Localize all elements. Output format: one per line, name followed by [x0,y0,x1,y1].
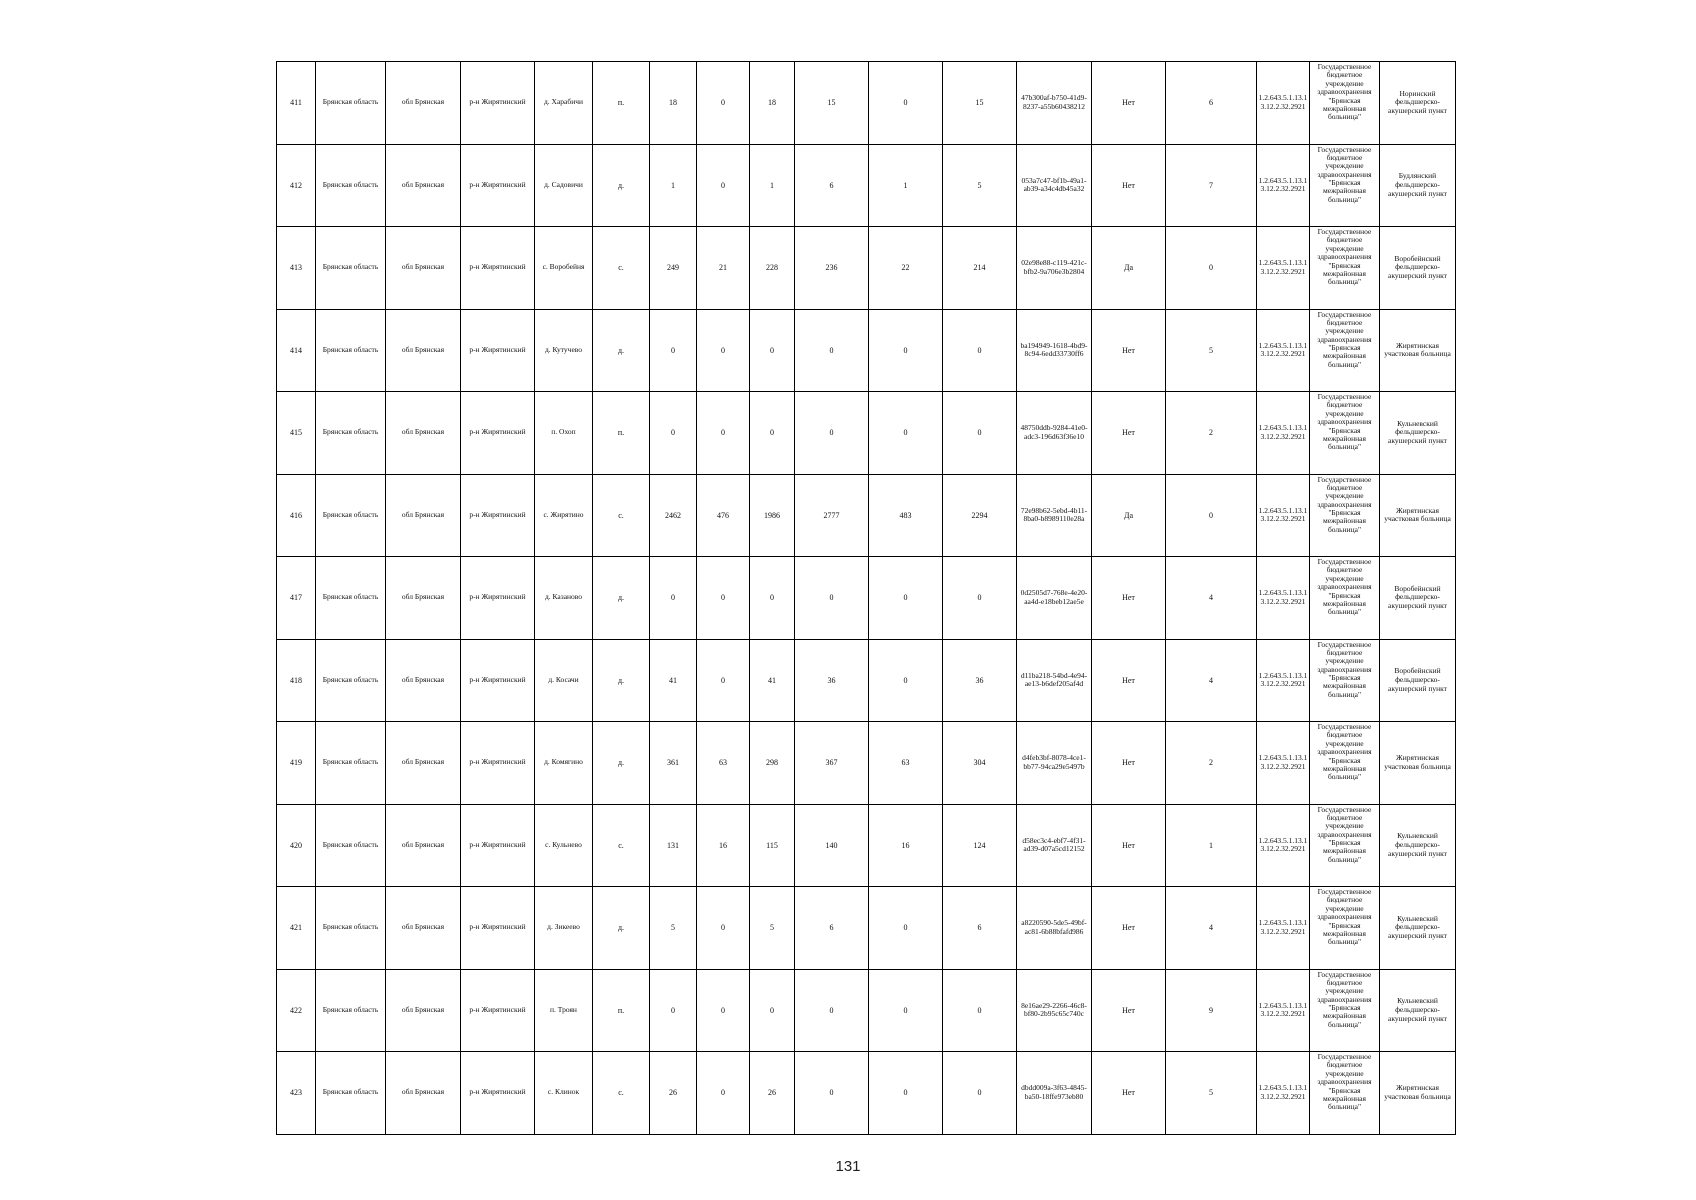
guid-cell: 72e98b62-5ebd-4b11-8ba0-b8989110e28a [1017,474,1092,557]
value-cell-4: 0 [795,1052,869,1135]
settlement-type-cell: с. [593,474,650,557]
row-number: 419 [277,722,316,805]
table-row [277,887,1456,970]
organization-cell: Государственное бюджетное учреждение здравоохранения "Брянская межрайонная больница" [1310,474,1380,557]
settlement-cell: д. Косачи [535,639,593,722]
medical-unit-cell: Кульневский фельдшерско-акушерский пункт [1380,887,1456,970]
region-cell: Брянская область [316,887,386,970]
oid-code-cell: 1.2.643.5.1.13.13.12.2.32.2921 [1257,804,1310,887]
table-row [277,722,1456,805]
region-cell: Брянская область [316,969,386,1052]
row-number: 414 [277,309,316,392]
settlement-type-cell: п. [593,969,650,1052]
settlement-type-cell: д. [593,557,650,640]
organization-cell: Государственное бюджетное учреждение здравоохранения "Брянская межрайонная больница" [1310,804,1380,887]
value-cell-4: 0 [795,969,869,1052]
guid-cell: 8e16ae29-2266-46c8-bf80-2b95c65c740c [1017,969,1092,1052]
guid-cell: dbdd009a-3f63-4845-ba50-18ffe973eb80 [1017,1052,1092,1135]
value-cell-2: 476 [697,474,750,557]
region-cell: Брянская область [316,804,386,887]
settlement-cell: д. Харабичи [535,62,593,145]
value-cell-3: 18 [750,62,795,145]
settlement-cell: с. Жирятино [535,474,593,557]
district-cell: р-н Жирятинский [461,62,535,145]
count-cell: 4 [1166,639,1257,722]
oid-code-cell: 1.2.643.5.1.13.13.12.2.32.2921 [1257,969,1310,1052]
value-cell-2: 0 [697,309,750,392]
value-cell-2: 0 [697,557,750,640]
value-cell-6: 214 [943,227,1017,310]
value-cell-6: 0 [943,1052,1017,1135]
value-cell-2: 0 [697,887,750,970]
district-cell: р-н Жирятинский [461,969,535,1052]
settlement-type-cell: п. [593,392,650,475]
organization-cell: Государственное бюджетное учреждение здравоохранения "Брянская межрайонная больница" [1310,969,1380,1052]
value-cell-1: 249 [650,227,697,310]
oblast-cell: обл Брянская [386,144,461,227]
value-cell-3: 26 [750,1052,795,1135]
value-cell-4: 0 [795,392,869,475]
value-cell-5: 0 [869,392,943,475]
flag-cell: Нет [1092,1052,1166,1135]
value-cell-3: 0 [750,969,795,1052]
table-row [277,144,1456,227]
settlement-type-cell: д. [593,144,650,227]
district-cell: р-н Жирятинский [461,144,535,227]
value-cell-3: 298 [750,722,795,805]
district-cell: р-н Жирятинский [461,392,535,475]
region-cell: Брянская область [316,1052,386,1135]
table-row [277,474,1456,557]
row-number: 417 [277,557,316,640]
value-cell-6: 0 [943,309,1017,392]
region-cell: Брянская область [316,309,386,392]
oblast-cell: обл Брянская [386,392,461,475]
value-cell-6: 0 [943,969,1017,1052]
value-cell-4: 36 [795,639,869,722]
value-cell-5: 483 [869,474,943,557]
guid-cell: ba194949-1618-4bd9-8c94-6edd33730ff6 [1017,309,1092,392]
value-cell-1: 0 [650,557,697,640]
value-cell-4: 6 [795,144,869,227]
value-cell-3: 1986 [750,474,795,557]
guid-cell: 02e98e88-c119-421c-bfb2-9a706e3b2804 [1017,227,1092,310]
value-cell-6: 5 [943,144,1017,227]
organization-cell: Государственное бюджетное учреждение здравоохранения "Брянская межрайонная больница" [1310,887,1380,970]
medical-unit-cell: Будлянский фельдшерско-акушерский пункт [1380,144,1456,227]
value-cell-1: 0 [650,969,697,1052]
district-cell: р-н Жирятинский [461,557,535,640]
guid-cell: a8220590-5de5-49bf-ac81-6b88bfafd986 [1017,887,1092,970]
flag-cell: Нет [1092,722,1166,805]
medical-unit-cell: Кульневский фельдшерско-акушерский пункт [1380,969,1456,1052]
value-cell-3: 115 [750,804,795,887]
value-cell-6: 304 [943,722,1017,805]
organization-cell: Государственное бюджетное учреждение здравоохранения "Брянская межрайонная больница" [1310,639,1380,722]
table-body [277,62,1456,1135]
value-cell-1: 131 [650,804,697,887]
guid-cell: 48750ddb-9284-41e0-adc3-196d63f36e10 [1017,392,1092,475]
count-cell: 2 [1166,392,1257,475]
medical-unit-cell: Жирятинская участковая больница [1380,1052,1456,1135]
value-cell-5: 22 [869,227,943,310]
row-number: 420 [277,804,316,887]
count-cell: 5 [1166,309,1257,392]
table-row [277,557,1456,640]
settlement-cell: д. Казаново [535,557,593,640]
organization-cell: Государственное бюджетное учреждение здравоохранения "Брянская межрайонная больница" [1310,392,1380,475]
value-cell-1: 18 [650,62,697,145]
region-cell: Брянская область [316,639,386,722]
count-cell: 2 [1166,722,1257,805]
oid-code-cell: 1.2.643.5.1.13.13.12.2.32.2921 [1257,887,1310,970]
oblast-cell: обл Брянская [386,969,461,1052]
value-cell-1: 0 [650,309,697,392]
value-cell-2: 0 [697,144,750,227]
value-cell-4: 2777 [795,474,869,557]
settlement-cell: д. Комягино [535,722,593,805]
district-cell: р-н Жирятинский [461,887,535,970]
value-cell-2: 16 [697,804,750,887]
flag-cell: Нет [1092,804,1166,887]
value-cell-2: 21 [697,227,750,310]
settlement-cell: д. Кутучево [535,309,593,392]
medical-unit-cell: Кульневский фельдшерско-акушерский пункт [1380,392,1456,475]
count-cell: 4 [1166,887,1257,970]
flag-cell: Нет [1092,887,1166,970]
table-row [277,969,1456,1052]
oblast-cell: обл Брянская [386,309,461,392]
value-cell-4: 140 [795,804,869,887]
settlement-cell: п. Троян [535,969,593,1052]
oid-code-cell: 1.2.643.5.1.13.13.12.2.32.2921 [1257,392,1310,475]
value-cell-5: 0 [869,969,943,1052]
value-cell-3: 228 [750,227,795,310]
flag-cell: Да [1092,474,1166,557]
organization-cell: Государственное бюджетное учреждение здравоохранения "Брянская межрайонная больница" [1310,309,1380,392]
medical-unit-cell: Норинский фельдшерско-акушерский пункт [1380,62,1456,145]
settlement-cell: п. Охоп [535,392,593,475]
oid-code-cell: 1.2.643.5.1.13.13.12.2.32.2921 [1257,62,1310,145]
oid-code-cell: 1.2.643.5.1.13.13.12.2.32.2921 [1257,1052,1310,1135]
medical-unit-cell: Жирятинская участковая больница [1380,722,1456,805]
count-cell: 9 [1166,969,1257,1052]
table-row [277,392,1456,475]
table-row [277,639,1456,722]
row-number: 423 [277,1052,316,1135]
settlement-cell: с. Клинок [535,1052,593,1135]
oblast-cell: обл Брянская [386,474,461,557]
value-cell-5: 0 [869,887,943,970]
value-cell-5: 63 [869,722,943,805]
table-row [277,62,1456,145]
guid-cell: d11ba218-54bd-4e94-ae13-b6def205af4d [1017,639,1092,722]
region-cell: Брянская область [316,722,386,805]
value-cell-1: 361 [650,722,697,805]
oblast-cell: обл Брянская [386,557,461,640]
count-cell: 4 [1166,557,1257,640]
district-cell: р-н Жирятинский [461,804,535,887]
count-cell: 1 [1166,804,1257,887]
oblast-cell: обл Брянская [386,62,461,145]
oid-code-cell: 1.2.643.5.1.13.13.12.2.32.2921 [1257,639,1310,722]
region-cell: Брянская область [316,144,386,227]
oblast-cell: обл Брянская [386,639,461,722]
page-number: 131 [835,1158,861,1175]
district-cell: р-н Жирятинский [461,1052,535,1135]
district-cell: р-н Жирятинский [461,227,535,310]
value-cell-4: 6 [795,887,869,970]
flag-cell: Нет [1092,62,1166,145]
table-row [277,804,1456,887]
settlement-cell: д. Садовичи [535,144,593,227]
value-cell-4: 15 [795,62,869,145]
value-cell-2: 0 [697,639,750,722]
value-cell-3: 1 [750,144,795,227]
value-cell-4: 367 [795,722,869,805]
value-cell-1: 5 [650,887,697,970]
settlement-cell: д. Зикеево [535,887,593,970]
settlement-type-cell: с. [593,804,650,887]
row-number: 421 [277,887,316,970]
oblast-cell: обл Брянская [386,804,461,887]
settlement-cell: с. Кульнево [535,804,593,887]
district-cell: р-н Жирятинский [461,309,535,392]
value-cell-3: 0 [750,557,795,640]
value-cell-1: 41 [650,639,697,722]
organization-cell: Государственное бюджетное учреждение здравоохранения "Брянская межрайонная больница" [1310,62,1380,145]
count-cell: 5 [1166,1052,1257,1135]
organization-cell: Государственное бюджетное учреждение здравоохранения "Брянская межрайонная больница" [1310,557,1380,640]
row-number: 411 [277,62,316,145]
settlement-cell: с. Воробейня [535,227,593,310]
region-cell: Брянская область [316,392,386,475]
value-cell-3: 5 [750,887,795,970]
table-row [277,309,1456,392]
row-number: 415 [277,392,316,475]
oid-code-cell: 1.2.643.5.1.13.13.12.2.32.2921 [1257,722,1310,805]
value-cell-1: 0 [650,392,697,475]
row-number: 413 [277,227,316,310]
medical-unit-cell: Кульневский фельдшерско-акушерский пункт [1380,804,1456,887]
medical-unit-cell: Воробейнский фельдшерско-акушерский пункт [1380,557,1456,640]
value-cell-2: 0 [697,392,750,475]
flag-cell: Нет [1092,392,1166,475]
value-cell-2: 63 [697,722,750,805]
oblast-cell: обл Брянская [386,1052,461,1135]
value-cell-3: 41 [750,639,795,722]
value-cell-5: 0 [869,62,943,145]
guid-cell: d58ec3c4-ebf7-4f31-ad39-d07a5cd12152 [1017,804,1092,887]
oid-code-cell: 1.2.643.5.1.13.13.12.2.32.2921 [1257,557,1310,640]
organization-cell: Государственное бюджетное учреждение здравоохранения "Брянская межрайонная больница" [1310,722,1380,805]
oid-code-cell: 1.2.643.5.1.13.13.12.2.32.2921 [1257,144,1310,227]
district-cell: р-н Жирятинский [461,474,535,557]
oblast-cell: обл Брянская [386,722,461,805]
region-cell: Брянская область [316,62,386,145]
settlement-type-cell: д. [593,639,650,722]
count-cell: 0 [1166,474,1257,557]
value-cell-6: 15 [943,62,1017,145]
settlement-type-cell: п. [593,62,650,145]
row-number: 418 [277,639,316,722]
organization-cell: Государственное бюджетное учреждение здравоохранения "Брянская межрайонная больница" [1310,144,1380,227]
medical-unit-cell: Воробейнский фельдшерско-акушерский пункт [1380,227,1456,310]
organization-cell: Государственное бюджетное учреждение здравоохранения "Брянская межрайонная больница" [1310,227,1380,310]
value-cell-1: 1 [650,144,697,227]
value-cell-4: 236 [795,227,869,310]
flag-cell: Нет [1092,639,1166,722]
value-cell-5: 0 [869,1052,943,1135]
guid-cell: 0d2505d7-768e-4e20-aa4d-e18beb12ae5e [1017,557,1092,640]
count-cell: 0 [1166,227,1257,310]
oblast-cell: обл Брянская [386,227,461,310]
value-cell-1: 26 [650,1052,697,1135]
value-cell-5: 0 [869,557,943,640]
medical-unit-cell: Жирятинская участковая больница [1380,309,1456,392]
oid-code-cell: 1.2.643.5.1.13.13.12.2.32.2921 [1257,309,1310,392]
row-number: 422 [277,969,316,1052]
value-cell-3: 0 [750,392,795,475]
settlement-type-cell: д. [593,309,650,392]
value-cell-6: 2294 [943,474,1017,557]
region-cell: Брянская область [316,474,386,557]
value-cell-5: 0 [869,309,943,392]
value-cell-4: 0 [795,557,869,640]
settlement-type-cell: с. [593,1052,650,1135]
medical-unit-cell: Жирятинская участковая больница [1380,474,1456,557]
flag-cell: Да [1092,227,1166,310]
row-number: 416 [277,474,316,557]
value-cell-6: 124 [943,804,1017,887]
value-cell-6: 0 [943,392,1017,475]
guid-cell: d4feb3bf-8078-4ce1-bb77-94ca29e5497b [1017,722,1092,805]
value-cell-4: 0 [795,309,869,392]
flag-cell: Нет [1092,309,1166,392]
value-cell-5: 0 [869,639,943,722]
table-row [277,227,1456,310]
flag-cell: Нет [1092,144,1166,227]
settlements-table [276,61,1456,1135]
district-cell: р-н Жирятинский [461,722,535,805]
value-cell-1: 2462 [650,474,697,557]
region-cell: Брянская область [316,557,386,640]
settlement-type-cell: д. [593,722,650,805]
guid-cell: 47b300af-b750-41d9-8237-a55b60438212 [1017,62,1092,145]
value-cell-6: 6 [943,887,1017,970]
organization-cell: Государственное бюджетное учреждение здравоохранения "Брянская межрайонная больница" [1310,1052,1380,1135]
flag-cell: Нет [1092,969,1166,1052]
row-number: 412 [277,144,316,227]
value-cell-5: 1 [869,144,943,227]
medical-unit-cell: Воробейнский фельдшерско-акушерский пункт [1380,639,1456,722]
value-cell-2: 0 [697,62,750,145]
value-cell-6: 36 [943,639,1017,722]
value-cell-3: 0 [750,309,795,392]
table-row [277,1052,1456,1135]
settlement-type-cell: д. [593,887,650,970]
value-cell-2: 0 [697,969,750,1052]
settlement-type-cell: с. [593,227,650,310]
value-cell-5: 16 [869,804,943,887]
guid-cell: 053a7c47-bf1b-49a1-ab39-a34c4db45a32 [1017,144,1092,227]
value-cell-2: 0 [697,1052,750,1135]
oid-code-cell: 1.2.643.5.1.13.13.12.2.32.2921 [1257,227,1310,310]
count-cell: 7 [1166,144,1257,227]
value-cell-6: 0 [943,557,1017,640]
oid-code-cell: 1.2.643.5.1.13.13.12.2.32.2921 [1257,474,1310,557]
flag-cell: Нет [1092,557,1166,640]
district-cell: р-н Жирятинский [461,639,535,722]
region-cell: Брянская область [316,227,386,310]
count-cell: 6 [1166,62,1257,145]
oblast-cell: обл Брянская [386,887,461,970]
